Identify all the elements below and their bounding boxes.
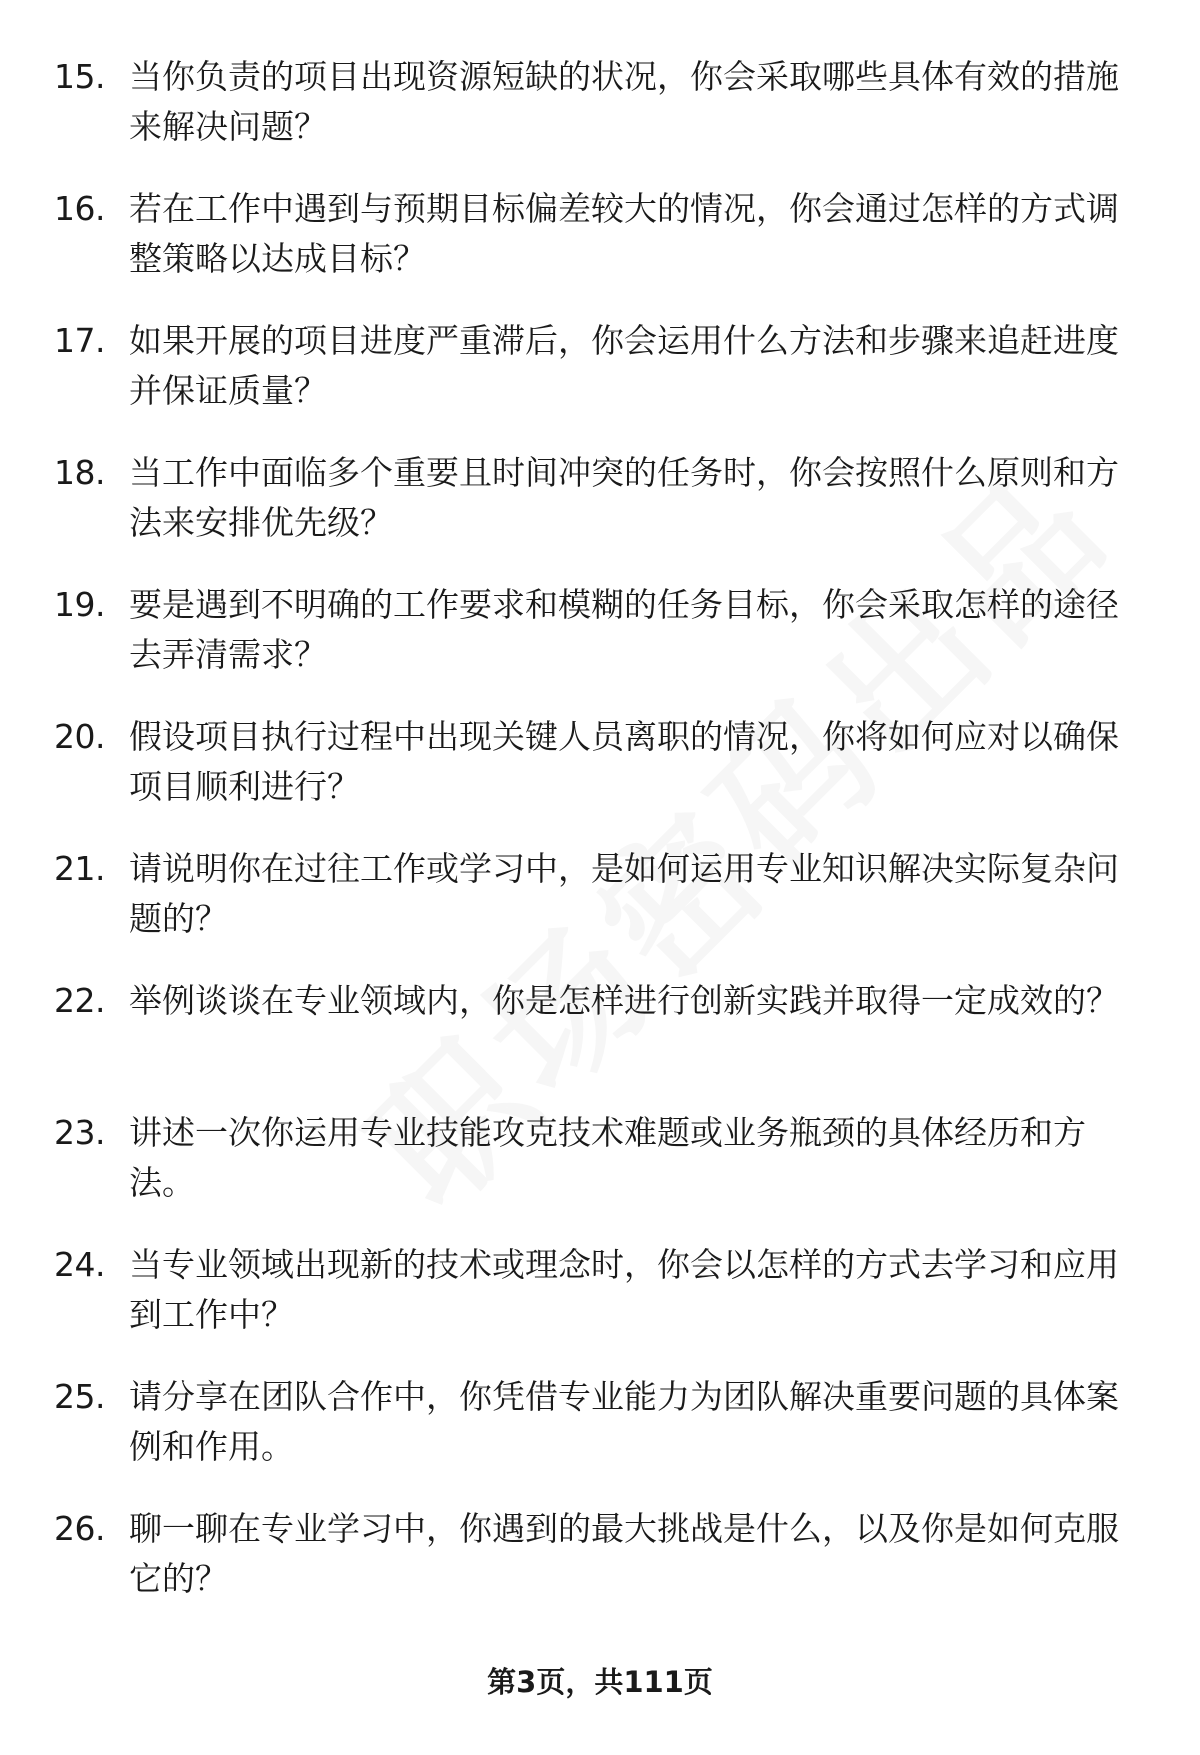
question-text: 请说明你在过往工作或学习中，是如何运用专业知识解决实际复杂问题的？	[129, 849, 1119, 938]
question-number: 17.	[54, 321, 105, 360]
question-item	[54, 976, 1154, 1108]
question-item	[54, 316, 1154, 448]
question-text: 讲述一次你运用专业技能攻克技术难题或业务瓶颈的具体经历和方法。	[129, 1113, 1086, 1202]
question-text: 假设项目执行过程中出现关键人员离职的情况，你将如何应对以确保项目顺利进行？	[129, 717, 1119, 806]
question-number: 20.	[54, 717, 105, 756]
question-number: 24.	[54, 1245, 105, 1284]
question-text: 要是遇到不明确的工作要求和模糊的任务目标，你会采取怎样的途径去弄清需求？	[129, 585, 1119, 674]
question-item	[54, 184, 1154, 316]
question-text: 举例谈谈在专业领域内，你是怎样进行创新实践并取得一定成效的？	[129, 981, 1119, 1020]
question-item	[54, 448, 1154, 580]
question-text: 当专业领域出现新的技术或理念时，你会以怎样的方式去学习和应用到工作中？	[129, 1245, 1119, 1334]
question-text: 若在工作中遇到与预期目标偏差较大的情况，你会通过怎样的方式调整策略以达成目标？	[129, 189, 1119, 278]
question-text: 当工作中面临多个重要且时间冲突的任务时，你会按照什么原则和方法来安排优先级？	[129, 453, 1119, 542]
question-number: 26.	[54, 1509, 105, 1548]
question-item	[54, 580, 1154, 712]
question-number: 18.	[54, 453, 105, 492]
question-text: 如果开展的项目进度严重滞后，你会运用什么方法和步骤来追赶进度并保证质量？	[129, 321, 1119, 410]
question-list	[54, 52, 1154, 1636]
question-item	[54, 1372, 1154, 1504]
question-item	[54, 1504, 1154, 1636]
question-item	[54, 712, 1154, 844]
question-number: 22.	[54, 981, 105, 1020]
question-item	[54, 1240, 1154, 1372]
question-item	[54, 844, 1154, 976]
question-number: 15.	[54, 57, 105, 96]
question-text: 当你负责的项目出现资源短缺的状况，你会采取哪些具体有效的措施来解决问题？	[129, 57, 1119, 146]
question-text: 聊一聊在专业学习中，你遇到的最大挑战是什么，以及你是如何克服它的？	[129, 1509, 1119, 1598]
question-number: 25.	[54, 1377, 105, 1416]
page-footer: 第3页，共111页	[487, 1665, 713, 1699]
question-number: 23.	[54, 1113, 105, 1152]
question-number: 16.	[54, 189, 105, 228]
question-text: 请分享在团队合作中，你凭借专业能力为团队解决重要问题的具体案例和作用。	[129, 1377, 1119, 1466]
question-item	[54, 52, 1154, 184]
question-item	[54, 1108, 1154, 1240]
question-number: 19.	[54, 585, 105, 624]
question-number: 21.	[54, 849, 105, 888]
